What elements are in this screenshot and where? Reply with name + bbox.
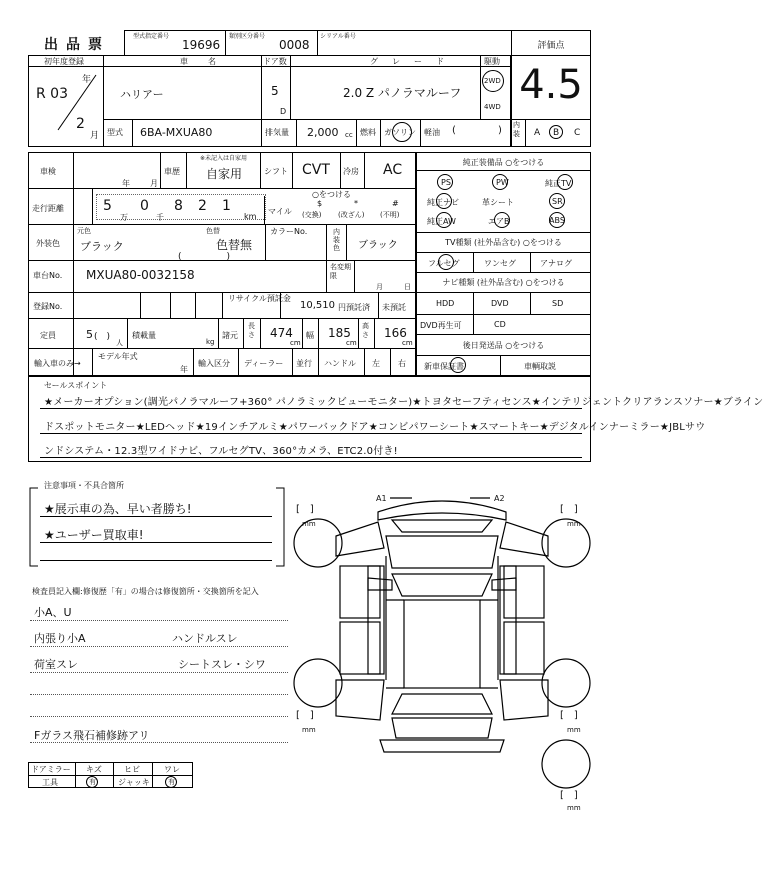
sales-line-3: ンドシステム・12.3型ワイドナビ、フルセグTV、360°カメラ、ETC2.0付き! (44, 446, 398, 457)
int-color: ブラック (358, 240, 398, 251)
ext-color-label: 外装色 (36, 239, 60, 248)
std-equip-title: 純正装備品 ○をつける (462, 158, 545, 167)
fuel-paren-open: ( (452, 125, 456, 136)
equip-tv: 純正TV (545, 179, 572, 188)
import-label: 輸入車のみ→ (34, 359, 81, 368)
equip-aw: 純正AW (427, 217, 456, 226)
auth-no-label: 型式指定番号 (133, 33, 170, 40)
height-label: 高さ (362, 322, 369, 339)
ac-value: AC (383, 162, 403, 178)
model-year-nen: 年 (180, 365, 188, 374)
inspection-label: 車検 (40, 167, 56, 176)
navi-dvd-play: DVD再生可 (420, 321, 462, 330)
displacement-label: 排気量 (265, 128, 289, 137)
mileage-dollar: $ (317, 199, 323, 208)
car-name: ハリアー (120, 88, 164, 101)
navi-sd: SD (552, 299, 564, 308)
color-paren: ( ) (178, 252, 231, 262)
color-change: 色替無 (216, 238, 253, 252)
history-value: 自家用 (206, 167, 243, 181)
reg-year-label: 年 (82, 75, 92, 85)
tv-type-title: TV種類 (社外品含む) ○をつける (445, 238, 562, 247)
inspector-line-4: Fガラス飛石補修跡アリ (34, 729, 150, 742)
later-ship-title: 後日発送品 ○をつける (462, 341, 545, 350)
class-no-label: 類別区分番号 (229, 33, 266, 40)
capacity-paren: ( ) (94, 332, 111, 342)
bracket-rr: [ ] (560, 710, 578, 721)
recycle-status: 円預託済 (338, 303, 370, 312)
chassis-value: MXUA80-0032158 (86, 268, 195, 282)
deadline-month: 月 (376, 283, 383, 291)
import-dealer: ディーラー (244, 359, 284, 368)
mileage-star: * (354, 199, 358, 208)
equip-sr: SR (552, 197, 563, 206)
sales-points-label: セールスポイント (44, 381, 108, 390)
mm-fr: mm (567, 520, 581, 528)
orig-color-label: 元色 (77, 227, 91, 235)
navi-cd: CD (494, 320, 506, 329)
mm-rl: mm (302, 726, 316, 734)
mileage-circle-note: ○をつける (312, 190, 351, 199)
doors-value: 5 (271, 84, 279, 98)
legend-jack: ジャッキ (118, 778, 150, 787)
score-label: 評価点 (537, 41, 565, 51)
private-note: ※未記入は自家用 (200, 155, 248, 162)
drive-label: 駆動 (484, 57, 500, 66)
int-color-label: 内装色 (333, 228, 340, 252)
car-name-label: 車名 (180, 57, 236, 66)
equip-abs: ABS (549, 216, 565, 225)
width-value: 185 (328, 326, 351, 340)
displacement-value: 2,000 (307, 126, 339, 139)
fuel-gasoline: ガソリン (384, 128, 416, 137)
sales-line-1: ★メーカーオプション(調光パノラマルーフ+360° パノラミックビューモニター)★トヨタセーフティセンス★インテリジェントクリアランスソナー★ブライン (44, 397, 763, 408)
interior-label: 内装 (513, 121, 520, 138)
length-label: 長さ (248, 322, 255, 339)
mm-spare: mm (567, 804, 581, 812)
later-warranty: 新車保証書 (424, 362, 464, 371)
load-kg: kg (206, 338, 215, 346)
navi-hdd: HDD (436, 299, 455, 308)
model-label: 型式 (107, 128, 123, 137)
legend-tools-yes: 有 (89, 778, 96, 786)
mileage-sen: 千 (156, 213, 164, 222)
width-label: 幅 (306, 331, 314, 340)
equip-airbag: エアB (488, 217, 510, 226)
cc-label: cc (345, 131, 353, 139)
auth-no: 19696 (182, 38, 221, 52)
diagram-a2-label: A2 (494, 494, 505, 503)
handle-label: ハンドル (324, 359, 356, 368)
diagram-a1-label: A1 (376, 494, 387, 503)
navi-type-title: ナビ種類 (社外品含む) ○をつける (442, 278, 565, 287)
legend-mirror: ドアミラー (31, 765, 71, 774)
recycle-unpaid: 未預託 (382, 303, 406, 312)
inspector-line-2b: ハンドルスレ (172, 632, 238, 645)
inspector-line-3a: 荷室スレ (34, 658, 78, 671)
tv-analog: アナログ (540, 259, 572, 268)
door-type: D (280, 107, 287, 116)
capacity-value: 5 (86, 328, 93, 341)
orig-color: ブラック (80, 240, 124, 253)
model-value: 6BA-MXUA80 (140, 126, 213, 139)
tv-oneseg: ワンセグ (484, 259, 516, 268)
history-label: 車歴 (164, 167, 180, 176)
sales-line-2: ドスポットモニター★LEDヘッド★19インチアルミ★パワーバックドア★コンビパワーシート★スマートキー★デジタルインナーミラー★JBLサウ (44, 422, 706, 433)
interior-a: A (534, 128, 541, 138)
inspector-line-2a: 内張り小A (34, 632, 86, 645)
mileage-km: km (244, 212, 257, 221)
length-cm: cm (290, 339, 301, 347)
doors-label: ドア数 (263, 57, 287, 66)
recycle-label: リサイクル預託金 (228, 294, 291, 303)
equip-ps: PS (441, 178, 451, 187)
reg-month-label: 月 (90, 131, 100, 141)
drive-4wd: 4WD (484, 103, 501, 111)
notes-label: 注意事項・不具合箇所 (44, 481, 124, 490)
mm-rr: mm (567, 726, 581, 734)
legend-jack-yes: 有 (168, 778, 175, 786)
reg-era: R 03 (36, 86, 68, 102)
serial-label: シリアル番号 (320, 33, 356, 40)
length-value: 474 (270, 326, 293, 340)
capacity-person: 人 (116, 339, 123, 347)
inspector-label: 検査員記入欄:修復歴「有」の場合は修復箇所・交換箇所を記入 (32, 587, 259, 596)
deadline-day: 日 (404, 283, 411, 291)
mileage-d2: 0 (140, 198, 149, 214)
interior-b: B (553, 128, 560, 138)
grade-label: グレード (370, 57, 458, 66)
inspector-line-3b: シートスレ・シワ (178, 658, 266, 671)
import-class-label: 輸入区分 (198, 359, 230, 368)
dims-label: 諸元 (222, 331, 238, 340)
mm-fl: mm (302, 520, 316, 528)
later-manual: 車輌取説 (524, 362, 556, 371)
reg-month: 2 (76, 116, 85, 132)
height-cm: cm (402, 339, 413, 347)
mileage-exchange: (交換) (302, 211, 322, 219)
handle-left: 左 (372, 359, 380, 368)
notes-line-2: ★ユーザー買取車! (44, 528, 144, 542)
score-value: 4.5 (519, 62, 583, 108)
shift-label: シフト (264, 167, 288, 176)
bracket-fl: [ ] (296, 504, 314, 515)
mileage-hash: # (392, 199, 399, 208)
mileage-tamper: (改ざん) (338, 211, 365, 219)
mileage-d1: 5 (103, 198, 112, 214)
notes-line-1: ★展示車の為、早い者勝ち! (44, 502, 192, 516)
width-cm: cm (346, 339, 357, 347)
inspection-month: 月 (150, 179, 158, 188)
mileage-mile: マイル (268, 207, 292, 216)
inspection-year: 年 (122, 179, 130, 188)
first-reg-label: 初年度登録 (44, 57, 84, 66)
reg-no-label: 登録No. (33, 302, 63, 311)
mileage-label: 走行距離 (32, 204, 64, 213)
fuel-paren-close: ) (498, 125, 502, 136)
legend-broken: ワレ (164, 765, 180, 774)
deadline-label: 名変期限 (330, 263, 351, 280)
load-label: 積載量 (132, 331, 156, 340)
equip-pw: PW (496, 178, 509, 187)
bracket-fr: [ ] (560, 504, 578, 515)
equip-leather: 革シート (482, 198, 514, 207)
mileage-d3: 8 (174, 198, 183, 214)
shift-value: CVT (302, 162, 330, 178)
inspector-line-1: 小A、U (34, 606, 72, 619)
chassis-label: 車台No. (33, 271, 63, 280)
model-year-label: モデル年式 (98, 352, 138, 361)
height-value: 166 (384, 326, 407, 340)
mileage-man: 万 (120, 213, 128, 222)
form-title: 出品票 (44, 37, 110, 53)
legend-tools: 工具 (42, 778, 58, 787)
legend-crack: ヒビ (124, 765, 140, 774)
legend-scratch: キズ (86, 765, 102, 774)
tv-fullseg: フルセグ (428, 259, 460, 268)
import-parallel: 並行 (296, 359, 312, 368)
grade-value: 2.0 Z パノラマルーフ (343, 86, 462, 100)
recycle-value: 10,510 (300, 300, 335, 311)
color-no-label: カラーNo. (270, 227, 308, 236)
color-change-label: 色替 (206, 227, 220, 235)
bracket-spare: [ ] (560, 790, 578, 801)
class-no: 0008 (279, 38, 310, 52)
equip-navi: 純正ナビ (427, 198, 459, 207)
fuel-label: 燃料 (360, 128, 376, 137)
fuel-diesel: 軽油 (424, 128, 440, 137)
ac-label: 冷房 (343, 167, 359, 176)
interior-c: C (574, 128, 581, 138)
bracket-rl: [ ] (296, 710, 314, 721)
drive-2wd: 2WD (484, 77, 501, 85)
capacity-label: 定員 (40, 331, 56, 340)
mileage-unknown: (不明) (380, 211, 400, 219)
mileage-d4: 2 (198, 198, 207, 214)
mileage-d5: 1 (222, 198, 231, 214)
navi-dvd: DVD (491, 299, 509, 308)
handle-right: 右 (398, 359, 406, 368)
